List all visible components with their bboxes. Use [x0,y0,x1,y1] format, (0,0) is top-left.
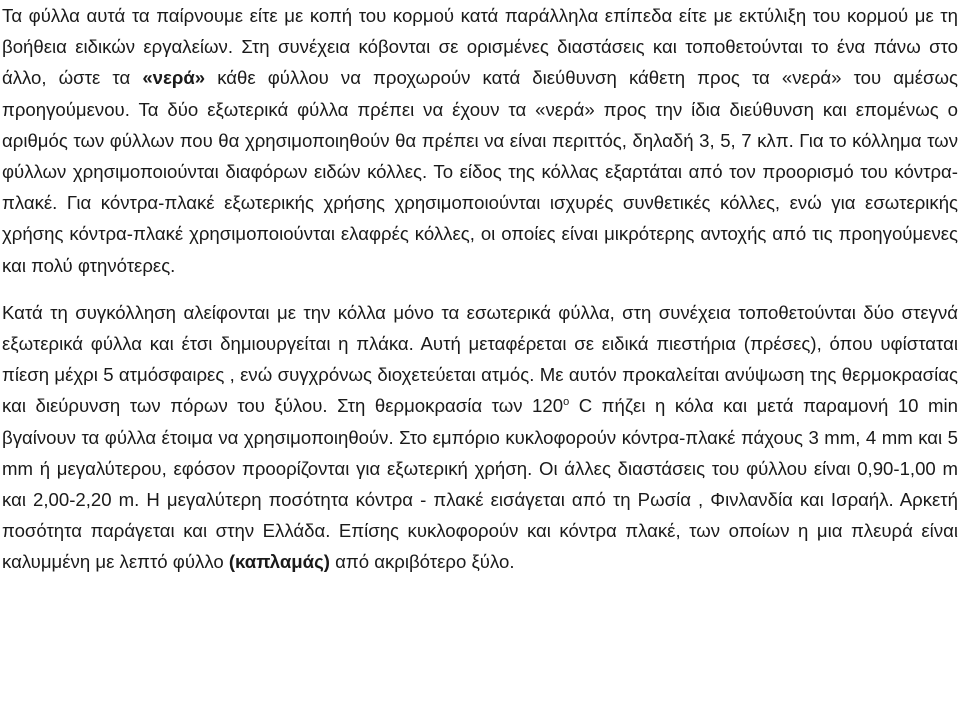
paragraph-2-bold-kaplamas: (καπλαμάς) [228,551,330,573]
paragraph-2-text-b: C πήζει η κόλα και μετά παραμονή 10 min βγαίνουν τα φύλλα έτοιμα να χρησιμοποιηθούν. Στο εμπόριο κυκλοφορούν κόντρα-πλακέ πάχους 3 mm, 4 mm και 5 mm ή μεγαλύτερου, εφόσον προορίζονται για εξωτερική χρήση. Οι άλλες διαστάσεις του φύλλου είναι 0,90-1,00 m και 2,00-2,20 m. Η μεγαλύτερη ποσότητα κόντρα - πλακέ εισάγεται από τη Ρωσία , Φινλανδία και Ισραήλ. Αρκετή ποσότητα παράγεται και στην Ελλάδα. Επίσης κυκλοφορούν και κόντρα πλακέ, των οποίων η μια πλευρά είναι καλυμμένη με λεπτό φύλλο [2,395,958,573]
paragraph-gluing-process [2,297,958,578]
paragraph-1-text-a: Τα φύλλα αυτά τα παίρνουμε είτε με κοπή του κορμού κατά παράλληλα επίπεδα είτε με εκτύλιξη του κορμού με τη βοήθεια ειδικών εργαλείων. Στη συνέχεια κόβονται σε ορισμένες διαστάσεις και τοποθετούνται το ένα πάνω στο άλλο, ώστε τα [2,5,958,89]
paragraph-2-text-a: Κατά τη συγκόλληση αλείφονται με την κόλλα μόνο τα εσωτερικά φύλλα, στη συνέχεια τοποθετούνται δύο στεγνά εξωτερικά φύλλα και έτσι δημιουργείται η πλάκα. Αυτή μεταφέρεται σε ειδικά πιεστήρια (πρέσες), όπου υφίσταται πίεση μέχρι 5 ατμόσφαιρες , ενώ συγχρόνως διοχετεύεται ατμός. Με αυτόν προκαλείται ανύψωση της θερμοκρασίας και διεύρυνση των πόρων του ξύλου. Στη θερμοκρασία των 120 [2,301,958,417]
paragraph-1-text-b: κάθε φύλλου να προχωρούν κατά διεύθυνση κάθετη προς τα «νερά» του αμέσως προηγούμενου. Τα δύο εξωτερικά φύλλα πρέπει να έχουν τα «νερά» προς την ίδια διεύθυνση και επομένως ο αριθμός των φύλλων που θα χρησιμοποιηθούν θα πρέπει να είναι περιττός, δηλαδή 3, 5, 7 κλπ. Για το κόλλημα των φύλλων χρησιμοποιούνται διαφόρων ειδών κόλλες. Το είδος της κόλλας εξαρτάται από τον προορισμό του κόντρα-πλακέ. Για κόντρα-πλακέ εξωτερικής χρήσης χρησιμοποιούνται ισχυρές συνθετικές κόλλες, ενώ για εσωτερικής χρήσης κόντρα-πλακέ χρησιμοποιούνται ελαφρές κόλλες, οι οποίες είναι μικρότερης αντοχής από τις προηγούμενες και πολύ φτηνότερες. [2,67,958,276]
paragraph-1-bold-nera: «νερά» [142,67,206,89]
paragraph-plywood-layers [2,0,958,281]
paragraph-2-text-c: από ακριβότερο ξύλο. [329,551,515,573]
degree-superscript: ο [563,396,570,409]
